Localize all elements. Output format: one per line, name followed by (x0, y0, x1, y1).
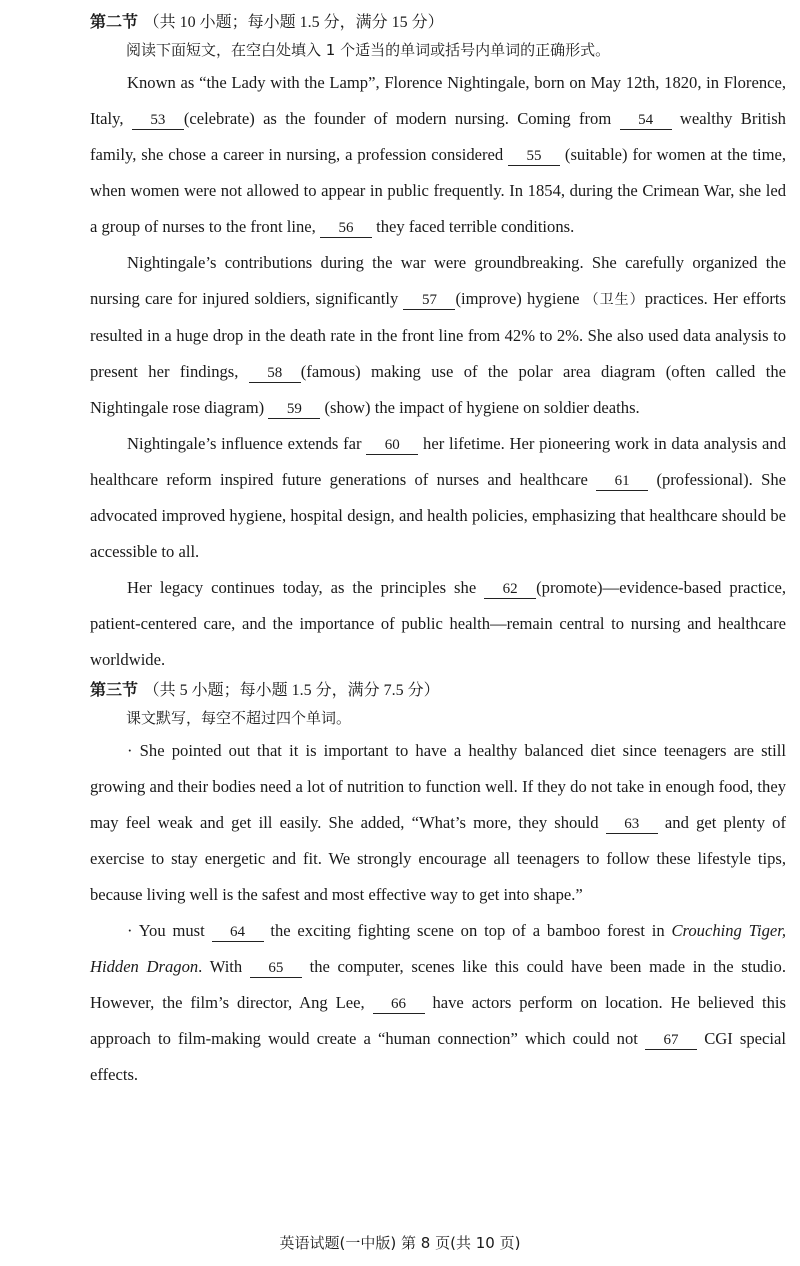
blank-62[interactable]: 62 (484, 580, 536, 599)
blank-54[interactable]: 54 (620, 111, 672, 130)
section2-score: （共 10 小题；每小题 1.5 分，满分 15 分） (143, 14, 444, 31)
blank-59[interactable]: 59 (268, 400, 320, 419)
section2-heading (90, 10, 786, 35)
page-footer: 英语试题(一中版) 第 8 页(共 10 页) (279, 1234, 521, 1252)
blank-66[interactable]: 66 (373, 995, 425, 1014)
passage-paragraph-1: Known as “the Lady with the Lamp”, Florence Nightingale, born on May 12th, 1820, in Florence, Italy, 53 (celebrate) as the founder of modern nursing. Coming from 54 wealthy British family, she chose a career in nursing, a profession considered 55 (suitable) for women at the time, when women were not allowed to appear in public frequently. In 1854, during the Crimean War, she led a group of nurses to the front line, 56 they faced terrible conditions. (90, 73, 786, 236)
passage-paragraph-2: Nightingale’s contributions during the war were groundbreaking. She carefully organized the nursing care for injured soldiers, significantly 57 (improve) hygiene （卫生）practices. Her efforts resulted in a huge drop in the death rate in the front line from 42% to 2%. She also used data analysis to present her findings, 58 (famous) making use of the polar area diagram (often called the Nightingale rose diagram) 59 (show) the impact of hygiene on soldier deaths. (90, 253, 787, 417)
film-title: Crouching Tiger, Hidden Dragon (90, 921, 786, 976)
blank-65[interactable]: 65 (250, 959, 302, 978)
hygiene-gloss: （卫生） (584, 292, 645, 308)
blank-55[interactable]: 55 (508, 147, 560, 166)
section3-heading (90, 678, 786, 703)
section2-title: 第二节 (90, 12, 139, 31)
section2-instruction: 阅读下面短文，在空白处填入 1 个适当的单词或括号内单词的正确形式。 (126, 41, 611, 59)
blank-57[interactable]: 57 (403, 291, 455, 310)
blank-56[interactable]: 56 (320, 219, 372, 238)
passage-paragraph-3: Nightingale’s influence extends far 60 her lifetime. Her pioneering work in data analysis and healthcare reform inspired future generations of nurses and healthcare 61 (professional). She advocated improved hygiene, hospital design, and health policies, emphasizing that healthcare should be accessible to all. (90, 434, 786, 561)
section3-score: （共 5 小题；每小题 1.5 分，满分 7.5 分） (143, 682, 440, 699)
passage-paragraph-4: Her legacy continues today, as the principles she 62 (promote)—evidence-based practice, patient-centered care, and the importance of public health—remain central to nursing and healthcare worldwide. (90, 578, 786, 669)
blank-60[interactable]: 60 (366, 436, 418, 455)
section3-instruction: 课文默写，每空不超过四个单词。 (126, 709, 352, 727)
blank-67[interactable]: 67 (645, 1031, 697, 1050)
recitation-item-2: · You must 64 the exciting fighting scene on top of a bamboo forest in Crouching Tiger, Hidden Dragon. With 65 the computer, scenes like this could have been made in the studio. However, the film’s director, Ang Lee, 66 have actors perform on location. He believed this approach to film-making would create a “human connection” which could not 67 CGI special effects. (90, 921, 786, 1084)
blank-61[interactable]: 61 (596, 472, 648, 491)
blank-63[interactable]: 63 (606, 815, 658, 834)
recitation-item-1: · She pointed out that it is important to have a healthy balanced diet since teenagers are still growing and their bodies need a lot of nutrition to function well. If they do not take in enough food, they may feel weak and get ill easily. She added, “What’s more, they should 63 and get plenty of exercise to stay energetic and fit. We strongly encourage all teenagers to follow these lifestyle tips, because living well is the safest and most effective way to get into shape.” (90, 741, 787, 904)
blank-58[interactable]: 58 (249, 364, 301, 383)
section3-title: 第三节 (90, 680, 139, 699)
blank-64[interactable]: 64 (212, 923, 264, 942)
blank-53[interactable]: 53 (132, 111, 184, 130)
